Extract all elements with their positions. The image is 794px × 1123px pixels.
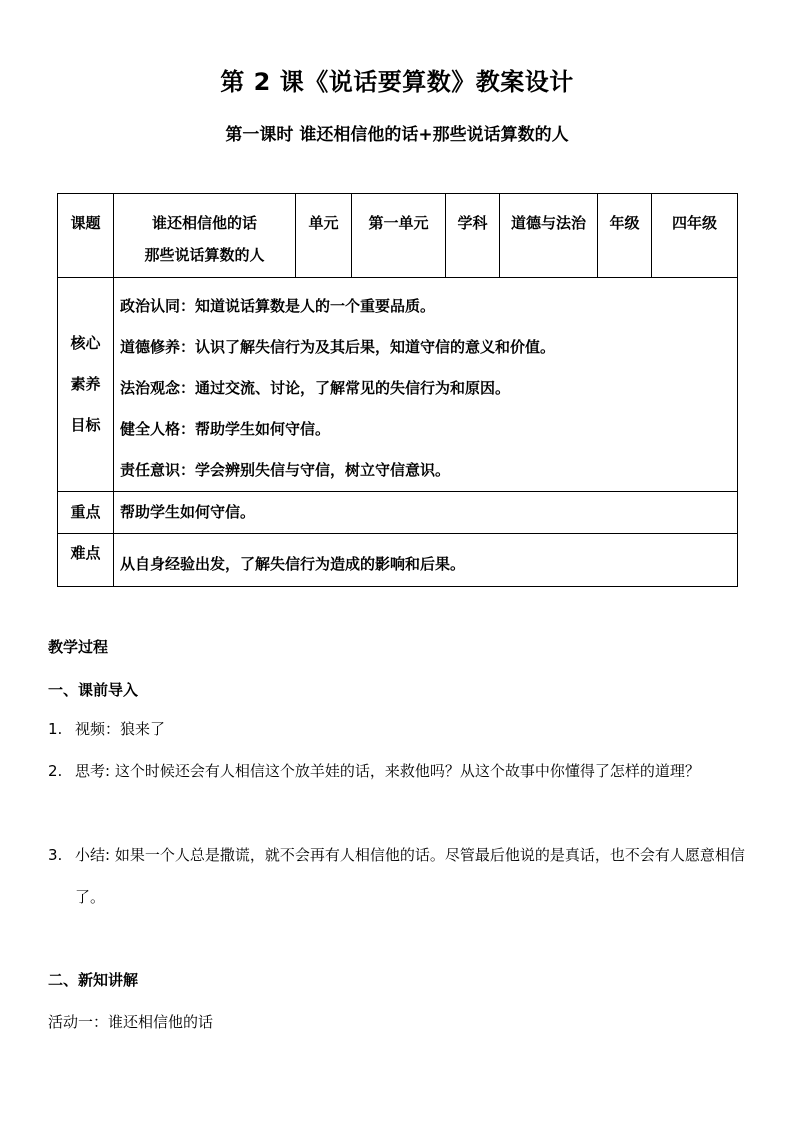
unit-value: 第一单元 xyxy=(368,214,429,232)
core-goals-row xyxy=(58,278,738,492)
part1-heading: 一、课前导入 xyxy=(48,681,139,699)
subject-label-cell xyxy=(446,194,500,278)
subject-label: 学科 xyxy=(457,214,488,232)
goal-responsibility: 责任意识：学会辨别失信与守信，树立守信意识。 xyxy=(120,461,451,479)
core-label-2: 素养 xyxy=(70,375,101,393)
topic-value-cell xyxy=(114,194,296,278)
key-point-value-cell xyxy=(114,492,738,534)
difficult-point-label: 难点 xyxy=(70,544,101,562)
document-subtitle: 第一课时 谁还相信他的话+那些说话算数的人 xyxy=(225,125,569,145)
unit-label-cell xyxy=(296,194,352,278)
goal-political: 政治认同：知道说话算数是人的一个重要品质。 xyxy=(120,297,436,315)
core-label-1: 核心 xyxy=(70,334,101,352)
key-point-label-cell xyxy=(58,492,114,534)
goal-law: 法治观念：通过交流、讨论，了解常见的失信行为和原因。 xyxy=(120,379,511,397)
table-header-row xyxy=(58,194,738,278)
list-item-number: 2. xyxy=(48,762,63,780)
list-item-text: 小结: 如果一个人总是撒谎，就不会再有人相信他的话。尽管最后他说的是真话，也不会有人愿意相信了。 xyxy=(75,846,745,906)
grade-value-cell xyxy=(652,194,738,278)
topic-line-1: 谁还相信他的话 xyxy=(151,214,257,232)
process-heading: 教学过程 xyxy=(48,638,109,656)
key-point-value: 帮助学生如何守信。 xyxy=(120,503,256,521)
key-point-label: 重点 xyxy=(70,503,101,521)
list-item-number: 1. xyxy=(48,720,63,738)
grade-label-cell xyxy=(598,194,652,278)
activity-heading: 活动一：谁还相信他的话 xyxy=(48,1013,214,1031)
unit-value-cell xyxy=(352,194,446,278)
list-item-text: 视频：狼来了 xyxy=(75,720,166,738)
list-item-number: 3. xyxy=(48,846,63,864)
document-title: 第 2 课《说话要算数》教案设计 xyxy=(220,68,574,96)
topic-value xyxy=(114,194,295,271)
difficult-point-value-cell xyxy=(114,534,738,587)
list-item-text: 思考: 这个时候还会有人相信这个放羊娃的话，来救他吗？从这个故事中你懂得了怎样的道理？ xyxy=(75,762,700,780)
grade-label: 年级 xyxy=(609,214,640,232)
unit-label: 单元 xyxy=(308,214,339,232)
subject-value-cell xyxy=(500,194,598,278)
goal-personality: 健全人格：帮助学生如何守信。 xyxy=(120,420,331,438)
key-point-row xyxy=(58,492,738,534)
goal-moral: 道德修养：认识了解失信行为及其后果，知道守信的意义和价值。 xyxy=(120,338,556,356)
topic-label: 课题 xyxy=(70,214,101,232)
core-label-3: 目标 xyxy=(70,416,101,434)
topic-line-2: 那些说话算数的人 xyxy=(144,246,265,264)
lesson-info-table xyxy=(57,193,738,587)
topic-label-cell xyxy=(58,194,114,278)
core-goals-cell xyxy=(114,278,738,492)
difficult-point-row xyxy=(58,534,738,587)
subject-value: 道德与法治 xyxy=(510,214,586,232)
difficult-point-value: 从自身经验出发，了解失信行为造成的影响和后果。 xyxy=(120,555,466,573)
part2-heading: 二、新知讲解 xyxy=(48,971,139,989)
grade-value: 四年级 xyxy=(671,214,717,232)
difficult-point-label-cell xyxy=(58,534,114,587)
core-goals-label-cell xyxy=(58,278,114,492)
